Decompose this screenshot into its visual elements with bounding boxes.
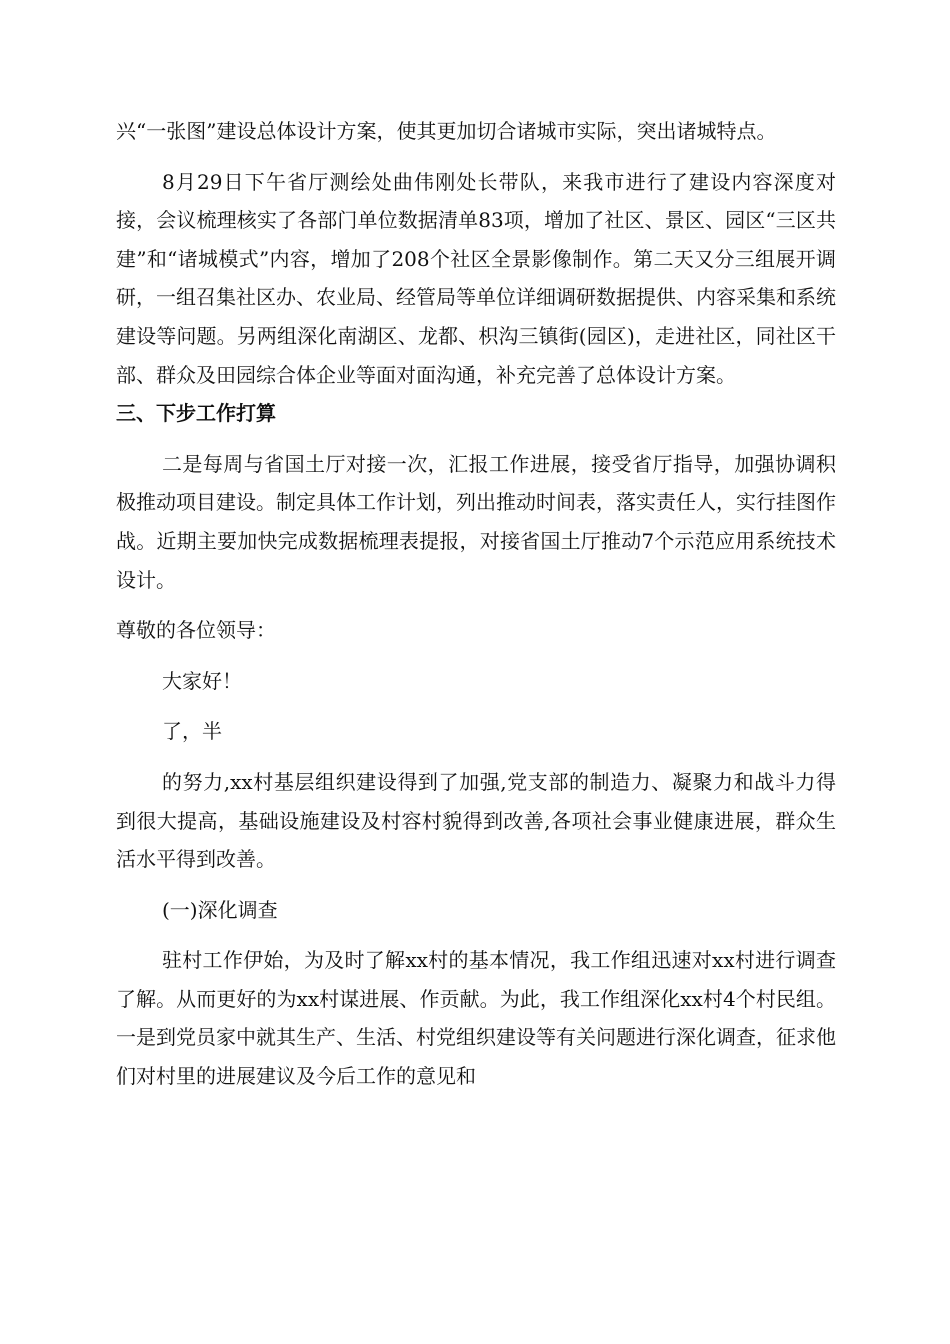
greeting: 大家好！ <box>162 668 242 693</box>
document-page <box>116 112 836 1096</box>
paragraph-3: 二是每周与省国土厅对接一次，汇报工作进展，接受省厅指导，加强协调积极推动项目建设。制定具体工作计划，列出推动时间表，落实责任人，实行挂图作战。近期主要加快完成数据梳理表提报，对接省国土厅推动7个示范应用系统技术设计。 <box>116 451 836 592</box>
subheading-1: (一)深化调查 <box>162 897 278 922</box>
paragraph-5: 驻村工作伊始，为及时了解xx村的基本情况，我工作组迅速对xx村进行调查了解。从而更好的为xx村谋进展、作贡献。为此，我工作组深化xx村4个村民组。一是到党员家中就其生产、生活、村党组织建设等有关问题进行深化调查，征求他们对村里的进展建议及今后工作的意见和 <box>116 948 836 1089</box>
section-heading-3: 三、下步工作打算 <box>116 401 276 426</box>
fragment-line: 了，半 <box>162 719 222 744</box>
salutation: 尊敬的各位领导： <box>116 618 276 643</box>
paragraph-1: 兴“一张图”建设总体设计方案，使其更加切合诸城市实际，突出诸城特点。 <box>116 119 777 143</box>
paragraph-4: 的努力,xx村基层组织建设得到了加强,党支部的制造力、凝聚力和战斗力得到很大提高，基础设施建设及村容村貌得到改善,各项社会事业健康进展，群众生活水平得到改善。 <box>116 769 836 872</box>
paragraph-2: 8月29日下午省厅测绘处曲伟刚处长带队，来我市进行了建设内容深度对接，会议梳理核实了各部门单位数据清单83项，增加了社区、景区、园区“三区共建”和“诸城模式”内容，增加了208个社区全景影像制作。第二天又分三组展开调研，一组召集社区办、农业局、经管局等单位详细调研数据提供、内容采集和系统建设等问题。另两组深化南湖区、龙都、枳沟三镇街(园区)，走进社区，同社区干部、群众及田园综合体企业等面对面沟通，补充完善了总体设计方案。 <box>116 169 836 387</box>
